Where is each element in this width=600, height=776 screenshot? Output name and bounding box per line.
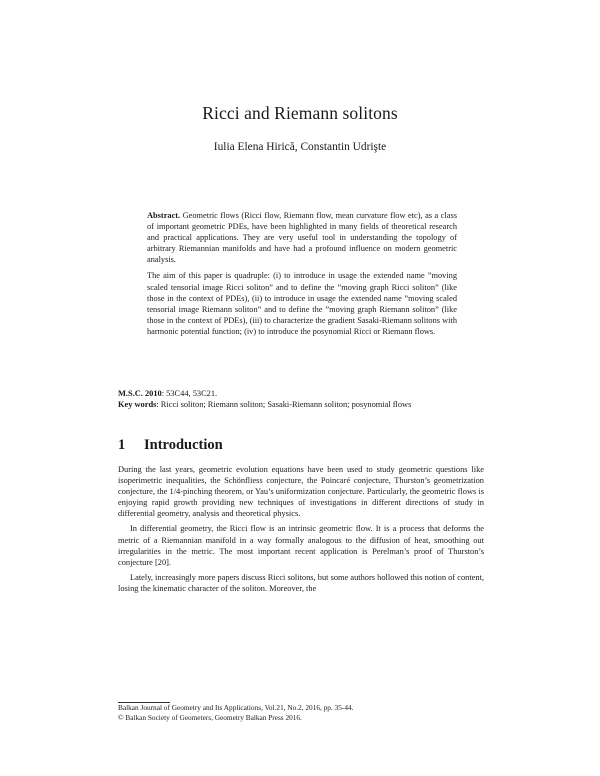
- abstract-text-1: Geometric flows (Ricci flow, Riemann flow, mean curvature flow etc), as a class of important geometric PDEs, have been highlighted in many fields of theoretical research and practical applications. They are very useful tool in understanding the topology of arbitrary Riemannian manifolds and have had a profound influence on modern geometric analysis.: [147, 211, 457, 265]
- section-heading: [118, 437, 484, 454]
- abstract-paragraph-2: The aim of this paper is quadruple: (i) to introduce in usage the extended name ”moving scaled tensorial image Ricci soliton” and to define the ”moving graph Ricci soliton” (like those in the context of PDEs), (ii) to introduce in usage the extended name ”moving scaled tensorial image Riemann soliton” and to define the ”moving graph Riemann soliton” (like those in the context of PDEs), (iii) to characterize the gradient Sasaki-Riemann solitons with harmonic potential function; (iv) to introduce the posynomial Ricci or Riemann flows.: [147, 271, 457, 336]
- body-paragraph-2: In differential geometry, the Ricci flow is an intrinsic geometric flow. It is a process that deforms the metric of a Riemannian manifold in a way formally analogous to the diffusion of heat, smoothing out irregularities in the metric. The most important recent application is Perelman’s proof of Thurston’s conjecture [20].: [118, 524, 484, 567]
- classification-block: [118, 388, 484, 410]
- keywords-value: : Ricci soliton; Riemann soliton; Sasaki-Riemann soliton; posynomial flows: [156, 400, 412, 410]
- body-paragraph-1: During the last years, geometric evolution equations have been used to study geometric questions like isoperimetric inequalities, the Schönfliess conjecture, the Poincaré conjecture, Thurston’s geometrization conjecture, the 1/4-pinching theorem, or Yau’s uniformization conjecture. Particularly, the geometric flows is enjoying rapid growth providing new techniques of investigations in different directions of study in differential geometry, analysis and theoretical physics.: [118, 465, 484, 519]
- abstract-heading: Abstract.: [147, 211, 181, 220]
- msc-line: [118, 388, 484, 399]
- section-number: 1: [118, 437, 126, 453]
- abstract-paragraph-1: [147, 210, 457, 265]
- msc-value: : 53C44, 53C21.: [161, 389, 218, 398]
- keywords-line: [118, 399, 484, 410]
- abstract-block: [147, 210, 457, 337]
- section-body: [118, 464, 484, 594]
- keywords-label: Key words: [118, 400, 157, 410]
- paper-authors: Iulia Elena Hirică, Constantin Udrişte: [213, 141, 387, 153]
- msc-label: M.S.C. 2010: [118, 389, 162, 398]
- copyright-notice: © Balkan Society of Geometers, Geometry Balkan Press 2016.: [118, 712, 302, 722]
- journal-citation: Balkan Journal of Geometry and Its Applications, Vol.21, No.2, 2016, pp. 35-44.: [118, 703, 354, 712]
- paper-title: Ricci and Riemann solitons: [202, 103, 398, 123]
- footnote-block: [118, 703, 484, 722]
- section-title: Introduction: [144, 437, 223, 453]
- body-paragraph-3: Lately, increasingly more papers discuss Ricci solitons, but some authors hollowed this notion of content, losing the kinematic character of the soliton. Moreover, the: [118, 572, 484, 593]
